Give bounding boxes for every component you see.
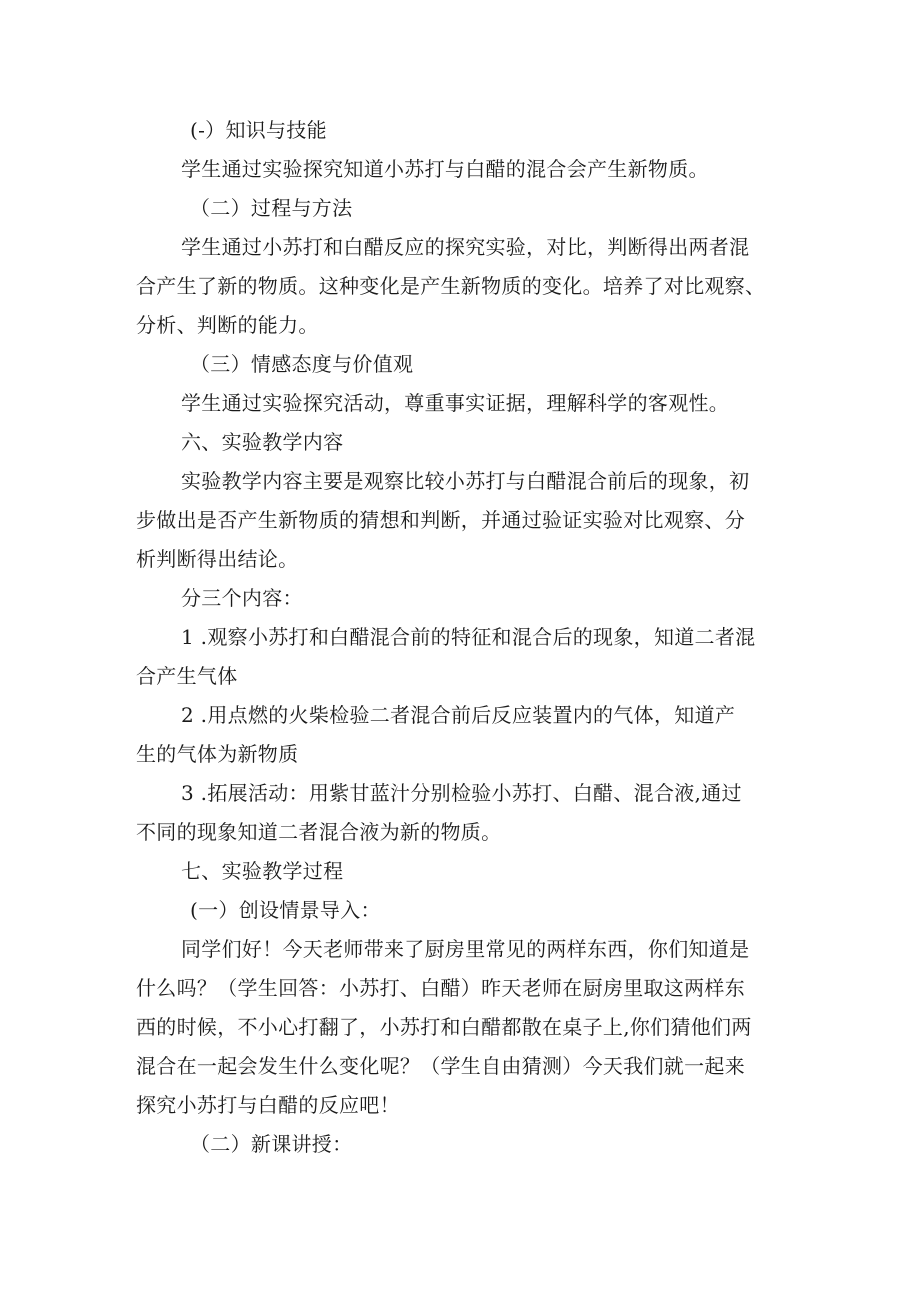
section-heading-attitude: （三）情感态度与价值观 bbox=[190, 352, 414, 376]
section-heading-seven: 七、实验教学过程 bbox=[181, 859, 344, 883]
subsection-heading: （二）新课讲授： bbox=[190, 1132, 353, 1156]
list-item: 3 .拓展活动：用紫甘蓝汁分别检验小苏打、白醋、混合液,通过 bbox=[181, 781, 742, 805]
list-item: 不同的现象知道二者混合液为新的物质。 bbox=[136, 820, 502, 844]
paragraph-line: 同学们好！今天老师带来了厨房里常见的两样东西，你们知道是 bbox=[181, 937, 750, 961]
section-heading-six: 六、实验教学内容 bbox=[181, 430, 344, 454]
list-item: 2 .用点燃的火柴检验二者混合前后反应装置内的气体，知道产 bbox=[181, 703, 736, 727]
paragraph-line: 分析、判断的能力。 bbox=[136, 313, 319, 337]
paragraph-line: 合产生了新的物质。这种变化是产生新物质的变化。培养了对比观察、 bbox=[136, 274, 766, 298]
list-intro: 分三个内容： bbox=[181, 586, 303, 610]
section-heading-process: （二）过程与方法 bbox=[190, 196, 353, 220]
paragraph-line: 学生通过实验探究活动，尊重事实证据，理解科学的客观性。 bbox=[181, 391, 730, 415]
paragraph-line: 步做出是否产生新物质的猜想和判断，并通过验证实验对比观察、分 bbox=[136, 508, 745, 532]
paragraph-line: 混合在一起会发生什么变化呢？（学生自由猜测）今天我们就一起来 bbox=[136, 1054, 745, 1078]
paragraph-line: 学生通过实验探究知道小苏打与白醋的混合会产生新物质。 bbox=[181, 157, 709, 181]
list-item: 1 .观察小苏打和白醋混合前的特征和混合后的现象，知道二者混 bbox=[181, 625, 756, 649]
paragraph-line: 探究小苏打与白醋的反应吧！ bbox=[136, 1093, 400, 1117]
paragraph-line: 学生通过小苏打和白醋反应的探究实验，对比，判断得出两者混 bbox=[181, 235, 750, 259]
paragraph-line: 西的时候，不小心打翻了，小苏打和白醋都散在桌子上,你们猜他们两 bbox=[136, 1015, 752, 1039]
section-heading-knowledge: (-）知识与技能 bbox=[190, 118, 327, 142]
list-item: 生的气体为新物质 bbox=[136, 742, 299, 766]
paragraph-line: 实验教学内容主要是观察比较小苏打与白醋混合前后的现象，初 bbox=[181, 469, 750, 493]
subsection-heading: (一）创设情景导入： bbox=[190, 898, 381, 922]
paragraph-line: 什么吗？（学生回答：小苏打、白醋）昨天老师在厨房里取这两样东 bbox=[136, 976, 745, 1000]
paragraph-line: 析判断得出结论。 bbox=[136, 547, 299, 571]
list-item: 合产生气体 bbox=[136, 664, 238, 688]
